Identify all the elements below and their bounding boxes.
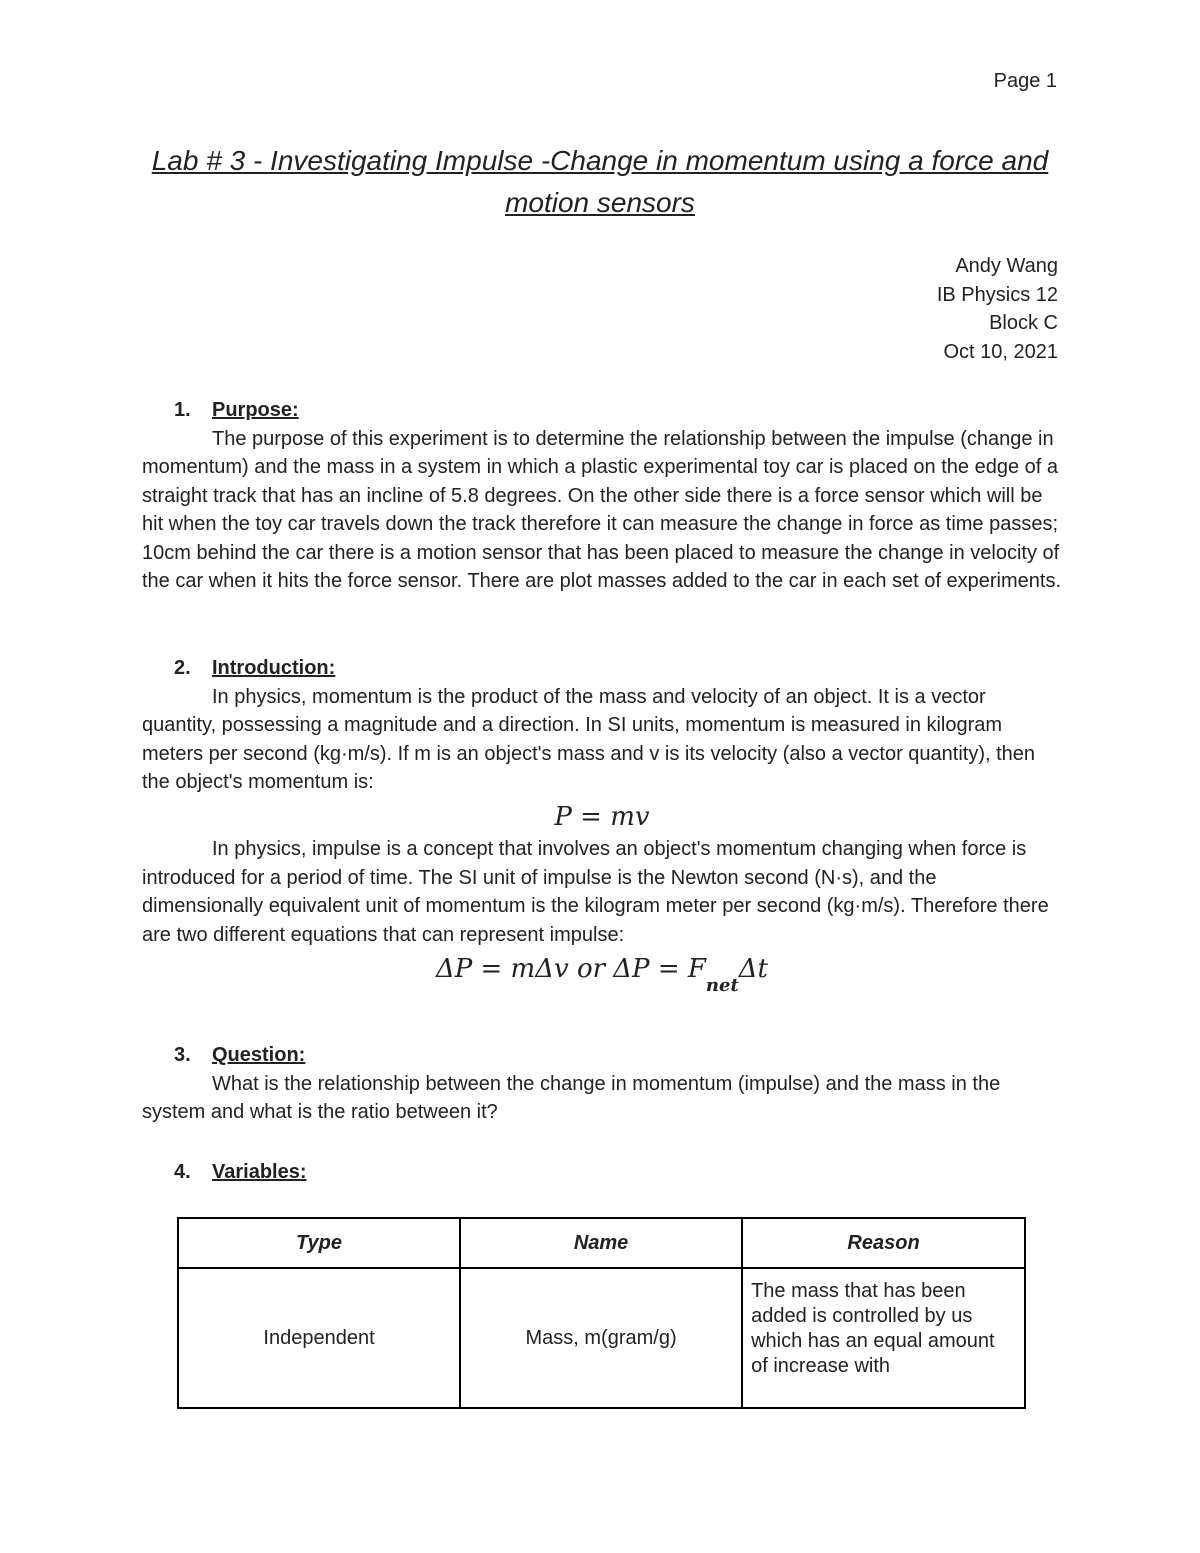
author-name: Andy Wang [955,255,1058,277]
cell-type: Independent [178,1268,460,1408]
cell-reason: The mass that has been added is controlled by us which has an equal amount of increase with [742,1268,1025,1408]
section-variables [142,1158,1062,1187]
section-heading [142,1158,1062,1187]
section-number: 3. [174,1044,191,1066]
impulse-equation-subscript: net [705,975,739,996]
momentum-equation: P = mv [554,801,650,832]
page-number: Page 1 [993,70,1057,92]
impulse-equation [142,955,1062,1001]
column-header-type: Type [178,1218,460,1268]
section-title: Variables: [212,1161,307,1183]
section-title: Introduction: [212,657,336,679]
section-number: 1. [174,399,191,421]
section-purpose [142,396,1062,596]
purpose-paragraph: The purpose of this experiment is to determine the relationship between the impulse (change in momentum) and the mass in a system in which a plastic experimental toy car is placed on the edge of a straight track that has an incline of 5.8 degrees. On the other side there is a force sensor which will be hit when the toy car travels down the track therefore it can measure the change in force as time passes; 10cm behind the car there is a motion sensor that has been placed to measure the change in velocity of the car when it hits the force sensor. There are plot masses added to the car in each set of experiments. [142,427,1062,592]
section-heading [142,1041,1062,1070]
column-header-reason: Reason [742,1218,1025,1268]
table-row [178,1268,1025,1408]
table-header-row [178,1218,1025,1268]
introduction-paragraph-1: In physics, momentum is the product of the mass and velocity of an object. It is a vector quantity, possessing a magnitude and a direction. In SI units, momentum is measured in kilogram meters per second (kg·m/s). If m is an object's mass and v is its velocity (also a vector quantity), then the object's momentum is: [142,685,1036,793]
document-title: Lab # 3 - Investigating Impulse -Change in momentum using a force and motion sensors [151,145,1049,218]
cell-name: Mass, m(gram/g) [460,1268,742,1408]
author-course: IB Physics 12 [936,283,1058,306]
question-paragraph: What is the relationship between the change in momentum (impulse) and the mass in the system and what is the ratio between it? [142,1072,1001,1123]
impulse-equation-main: ΔP = mΔv or ΔP = F [435,954,706,984]
section-introduction [142,654,1062,1005]
author-block [937,252,1058,366]
section-heading [142,654,1062,683]
section-title: Purpose: [212,399,299,421]
author-block-label: Block C [989,312,1058,334]
section-heading [142,396,1062,425]
section-question [142,1041,1062,1127]
section-title: Question: [212,1044,306,1066]
column-header-name: Name [460,1218,742,1268]
introduction-paragraph-2: In physics, impulse is a concept that involves an object's momentum changing when force is introduced for a period of time. The SI unit of impulse is the Newton second (N·s), and the dimensionally equivalent unit of momentum is the kilogram meter per second (kg·m/s). Therefore there are two different equations that can represent impulse: [142,838,1049,946]
section-number: 2. [174,657,191,679]
impulse-equation-tail: Δt [738,954,769,984]
section-number: 4. [174,1161,191,1183]
author-date: Oct 10, 2021 [943,340,1058,363]
variables-table [177,1217,1026,1409]
